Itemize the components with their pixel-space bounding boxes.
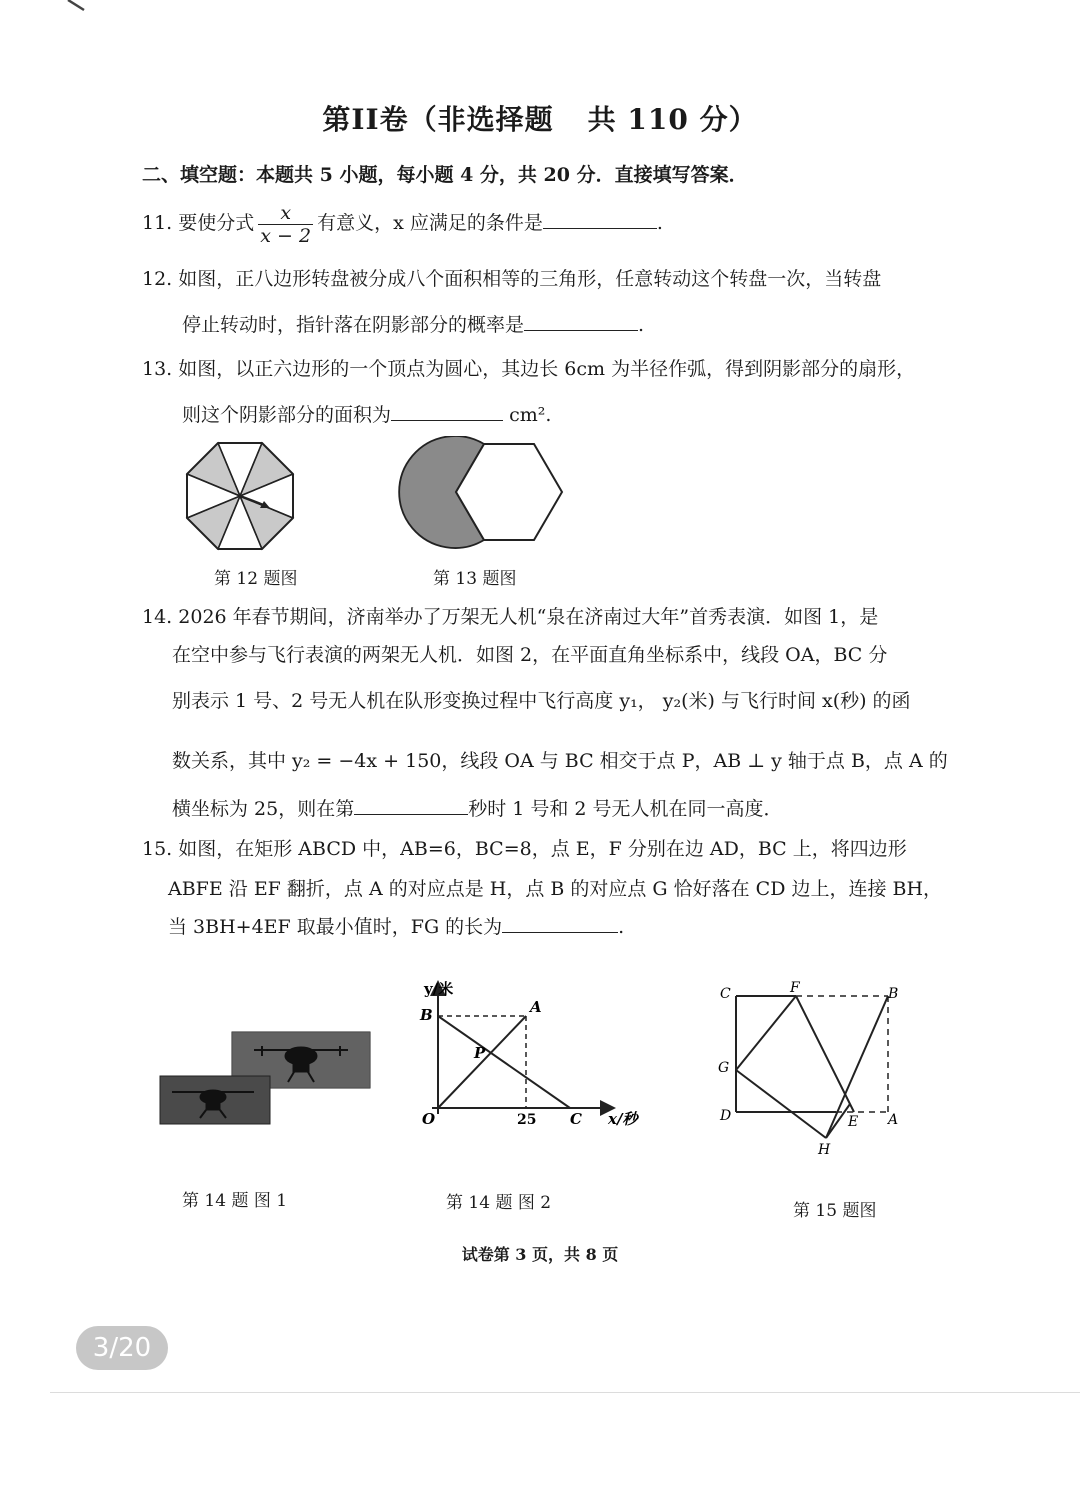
question-14-line2: 在空中参与飞行表演的两架无人机．如图 2，在平面直角坐标系中，线段 OA，BC 分	[172, 644, 888, 666]
question-15-line2: ABFE 沿 EF 翻折，点 A 的对应点是 H，点 B 的对应点 G 恰好落在 CD 边上，连接 BH，	[168, 878, 943, 900]
figure-14-2-caption: 第 14 题 图 2	[446, 1193, 552, 1213]
answer-blank[interactable]	[391, 402, 503, 421]
question-15-line1: 15. 如图，在矩形 ABCD 中，AB=6，BC=8，点 E，F 分别在边 AD，BC 上，将四边形	[142, 838, 907, 860]
question-13-line2: 则这个阴影部分的面积为 cm².	[182, 404, 552, 426]
answer-blank[interactable]	[354, 796, 468, 815]
hexagon-sector-figure	[392, 436, 568, 556]
bottom-divider	[50, 1392, 1080, 1393]
figure-12-caption: 第 12 题图	[214, 569, 298, 589]
fraction: $\frac{x}{x - 2}$	[260, 201, 312, 247]
label-F: F	[790, 980, 800, 996]
answer-blank[interactable]	[524, 312, 638, 331]
drone-photo-front	[160, 1076, 270, 1124]
label-A: A	[530, 998, 542, 1016]
question-15-line3: 当 3BH+4EF 取最小值时，FG 的长为 .	[168, 916, 625, 938]
segment-BC	[438, 1016, 570, 1108]
label-H: H	[818, 1142, 831, 1158]
octagon-spinner-figure	[178, 438, 302, 556]
answer-blank[interactable]	[502, 914, 618, 933]
page-counter-badge: 3/20	[76, 1326, 168, 1370]
question-14-line4: 数关系，其中 y₂ = −4x + 150，线段 OA 与 BC 相交于点 P，AB ⊥ y 轴于点 B，点 A 的	[172, 750, 948, 772]
label-E: E	[848, 1114, 859, 1130]
label-D: D	[720, 1108, 732, 1124]
tick-25: 25	[517, 1112, 537, 1128]
page-footer: 试卷第 3 页，共 8 页	[461, 1245, 619, 1264]
figure-15-caption: 第 15 题图	[793, 1201, 877, 1221]
figure-13-caption: 第 13 题图	[433, 569, 517, 589]
folded-rectangle-figure	[712, 976, 908, 1162]
x-axis-label: x/秒	[608, 1110, 638, 1128]
section-title-part1: 第II卷（非选择题	[322, 103, 554, 136]
question-11: 11. 要使分式 $\frac{x}{x - 2}$ 有意义，x 应满足的条件是 .	[142, 201, 663, 247]
question-13-line1: 13. 如图，以正六边形的一个顶点为圆心，其边长 6cm 为半径作弧，得到阴影部分的扇形，	[142, 358, 916, 380]
question-14-line1: 14. 2026 年春节期间，济南举办了万架无人机“泉在济南过大年”首秀表演．如图 1，是	[142, 606, 879, 628]
figure-14-1-caption: 第 14 题 图 1	[182, 1191, 288, 1211]
section-title	[0, 98, 1080, 138]
y-axis-label: y/米	[424, 980, 454, 998]
question-12-line2: 停止转动时，指针落在阴影部分的概率是 .	[182, 314, 645, 336]
label-O: O	[422, 1110, 436, 1128]
label-C: C	[570, 1110, 582, 1128]
label-B: B	[420, 1006, 433, 1024]
label-P: P	[474, 1044, 486, 1062]
question-12-line1: 12. 如图，正八边形转盘被分成八个面积相等的三角形，任意转动这个转盘一次，当转盘	[142, 268, 882, 290]
label-G: G	[718, 1060, 730, 1076]
label-B: B	[888, 986, 899, 1002]
label-A: A	[888, 1112, 899, 1128]
segment-OA	[438, 1016, 526, 1108]
back-chevron-icon[interactable]	[62, 0, 92, 14]
label-C: C	[720, 986, 731, 1002]
coordinate-graph-figure	[408, 974, 660, 1138]
question-14-line3: 别表示 1 号、2 号无人机在队形变换过程中飞行高度 y₁， y₂(米) 与飞行时间 x(秒) 的函	[172, 690, 911, 712]
section-header: 二、填空题：本题共 5 小题，每小题 4 分，共 20 分．直接填写答案．	[142, 164, 748, 186]
answer-blank[interactable]	[543, 210, 657, 229]
section-title-part2: 共 110 分）	[587, 103, 758, 136]
drone-photos-figure	[158, 1030, 372, 1126]
question-14-line5: 横坐标为 25，则在第 秒时 1 号和 2 号无人机在同一高度．	[172, 798, 783, 820]
